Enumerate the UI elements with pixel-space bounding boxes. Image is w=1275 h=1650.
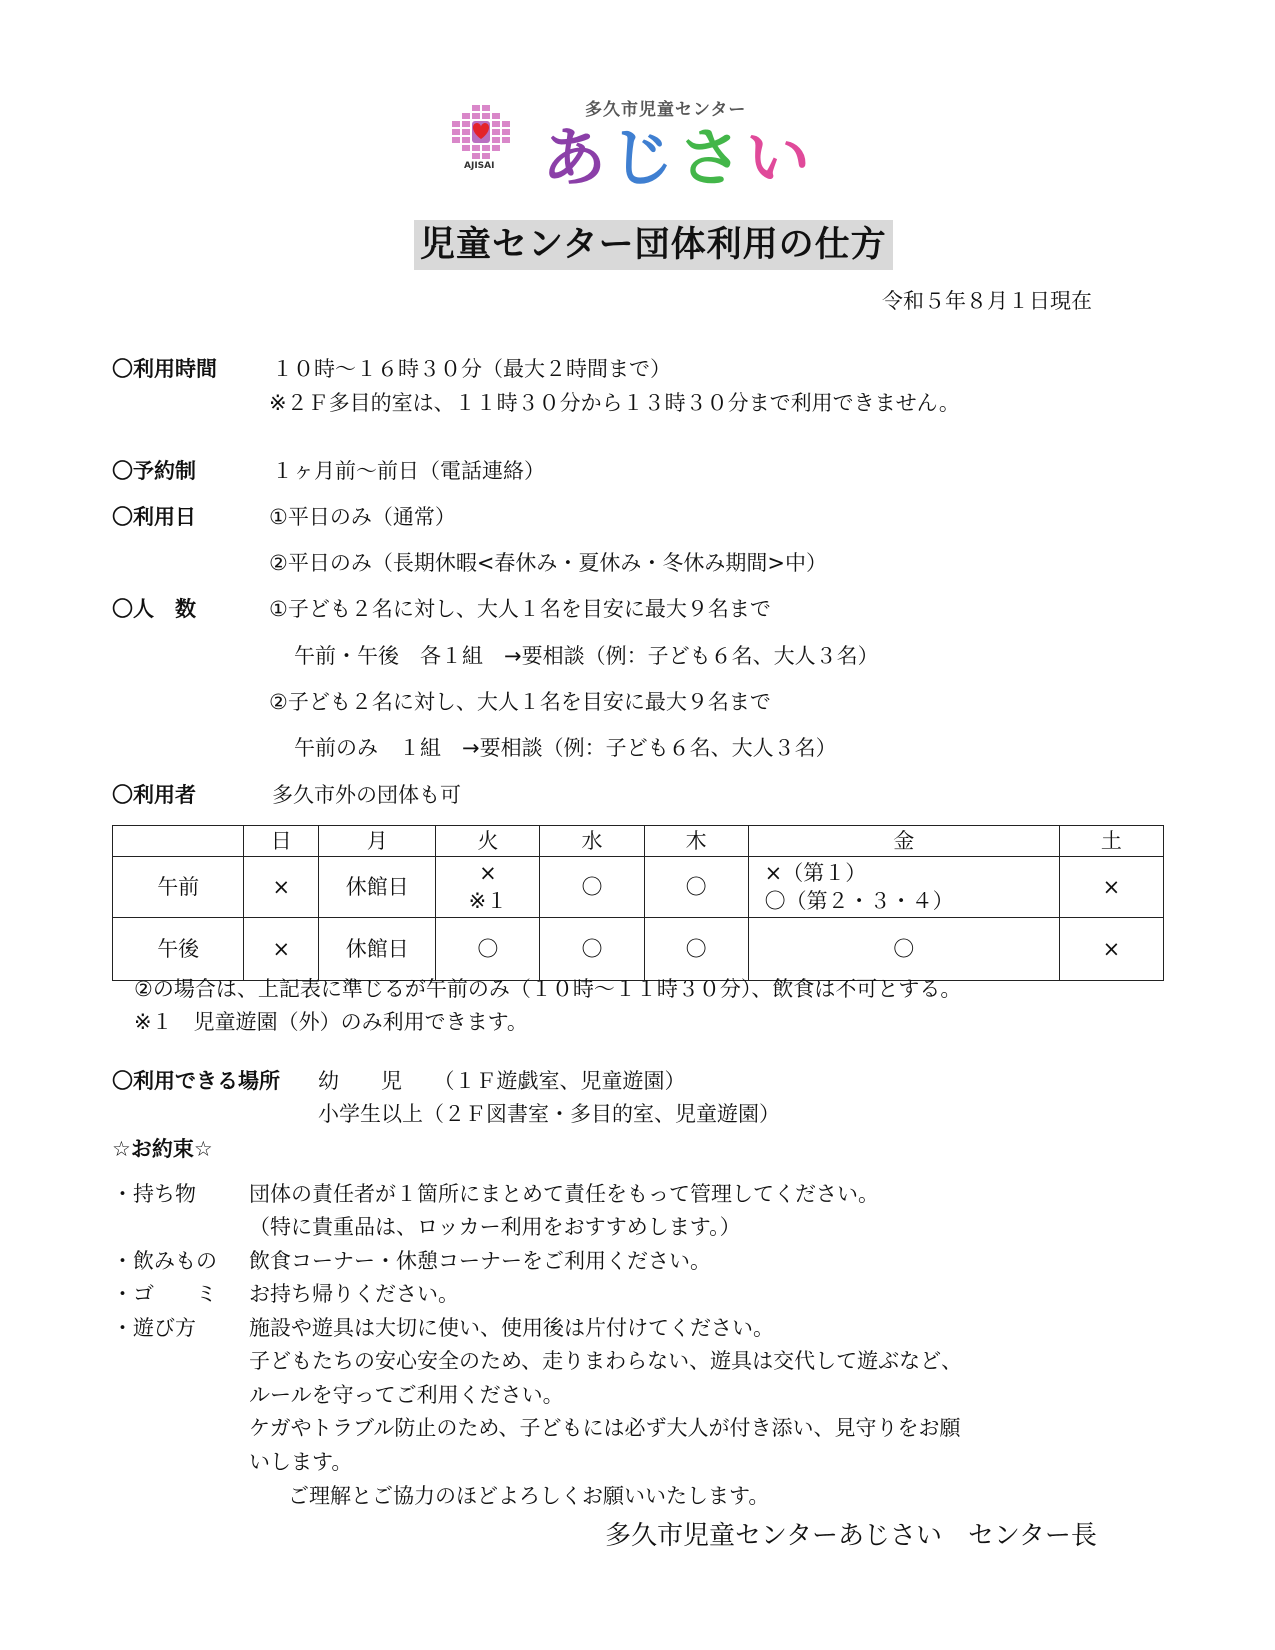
logo	[450, 95, 835, 196]
logo-name	[542, 107, 814, 199]
signature: 多久市児童センターあじさい センター長	[605, 1521, 1097, 1551]
days-line1: ①平日のみ（通常）	[269, 505, 456, 529]
days-label: 〇利用日	[112, 505, 196, 529]
note-line2: ※１ 児童遊園（外）のみ利用できます。	[134, 1010, 528, 1034]
promise-label-belongings: ・持ち物	[112, 1182, 196, 1206]
table-header: 火	[436, 826, 540, 857]
table-header-row	[113, 826, 1164, 857]
table-cell	[436, 857, 540, 918]
table-cell: ×	[1059, 857, 1163, 918]
table-header: 金	[748, 826, 1059, 857]
table-cell: ×	[1059, 918, 1163, 981]
ajisai-flower-icon	[450, 103, 518, 167]
table-cell: 午前	[113, 857, 244, 918]
table-cell-line: ×	[479, 861, 497, 885]
promise-line: （特に貴重品は、ロッカー利用をおすすめします。）	[249, 1215, 741, 1239]
places-label: 〇利用できる場所	[112, 1069, 280, 1093]
table-cell: 〇	[644, 918, 748, 981]
users-label: 〇利用者	[112, 783, 196, 807]
logo-char-sa: さ	[678, 122, 746, 196]
table-cell: 〇	[540, 918, 644, 981]
note-line1: ②の場合は、上記表に準じるが午前のみ（１０時～１１時３０分）、飲食は不可とする。	[134, 977, 962, 1001]
table-header	[113, 826, 244, 857]
table-cell: 休館日	[319, 918, 436, 981]
promise-line: 施設や遊具は大切に使い、使用後は片付けてください。	[249, 1316, 774, 1340]
page-title: 児童センター団体利用の仕方	[414, 220, 893, 270]
people-line4: 午前のみ １組 →要相談（例：子ども６名、大人３名）	[294, 736, 837, 760]
reservation-line1: １ヶ月前～前日（電話連絡）	[272, 459, 545, 483]
table-cell: 〇	[644, 857, 748, 918]
promise-label-trash: ・ゴ ミ	[112, 1282, 217, 1306]
table-cell-line: 〇（第２・３・４）	[764, 889, 954, 913]
users-line1: 多久市外の団体も可	[272, 783, 461, 807]
schedule-table	[112, 825, 1164, 981]
table-cell: 休館日	[319, 857, 436, 918]
table-row	[113, 918, 1164, 981]
promise-line: ケガやトラブル防止のため、子どもには必ず大人が付き添い、見守りをお願	[249, 1416, 961, 1440]
table-header: 木	[644, 826, 748, 857]
reservation-label: 〇予約制	[112, 459, 196, 483]
hours-line1: １０時～１６時３０分（最大２時間まで）	[272, 357, 671, 381]
people-line3: ②子ども２名に対し、大人１名を目安に最大９名まで	[269, 690, 771, 714]
people-line2: 午前・午後 各１組 →要相談（例：子ども６名、大人３名）	[294, 644, 879, 668]
people-label: 〇人 数	[112, 597, 196, 621]
table-cell: 〇	[540, 857, 644, 918]
table-cell: ×	[244, 857, 319, 918]
table-header: 日	[244, 826, 319, 857]
issue-date: 令和５年８月１日現在	[882, 289, 1092, 313]
table-header: 月	[319, 826, 436, 857]
table-header: 水	[540, 826, 644, 857]
table-cell	[748, 857, 1059, 918]
table-row	[113, 857, 1164, 918]
table-cell: 午後	[113, 918, 244, 981]
logo-char-a: あ	[542, 122, 610, 196]
promise-line: 飲食コーナー・休憩コーナーをご利用ください。	[249, 1249, 711, 1273]
table-cell: 〇	[436, 918, 540, 981]
promise-label-drinks: ・飲みもの	[112, 1249, 217, 1273]
hours-line2: ※２Ｆ多目的室は、１１時３０分から１３時３０分まで利用できません。	[269, 391, 960, 415]
promise-line: いします。	[249, 1450, 353, 1474]
hours-label: 〇利用時間	[112, 357, 217, 381]
promise-line: 子どもたちの安心安全のため、走りまわらない、遊具は交代して遊ぶなど、	[249, 1349, 963, 1373]
table-cell: ×	[244, 918, 319, 981]
promise-line: ルールを守ってご利用ください。	[249, 1383, 564, 1407]
table-cell-line: ※１	[468, 889, 508, 913]
places-line2: 小学生以上（２Ｆ図書室・多目的室、児童遊園）	[318, 1102, 780, 1126]
table-header: 土	[1059, 826, 1163, 857]
table-cell-line: ×（第１）	[764, 861, 867, 885]
promise-line: 団体の責任者が１箇所にまとめて責任をもって管理してください。	[249, 1182, 879, 1206]
closing-text: ご理解とご協力のほどよろしくお願いいたします。	[288, 1484, 770, 1508]
promise-line: お持ち帰りください。	[249, 1282, 459, 1306]
days-line2: ②平日のみ（長期休暇<春休み・夏休み・冬休み期間>中）	[269, 551, 828, 575]
table-cell: 〇	[748, 918, 1059, 981]
logo-caption: AJISAI	[464, 161, 495, 171]
places-line1: 幼 児 （１Ｆ遊戯室、児童遊園）	[318, 1069, 686, 1093]
people-line1: ①子ども２名に対し、大人１名を目安に最大９名まで	[269, 597, 771, 621]
logo-subtitle: 多久市児童センター	[585, 100, 747, 120]
promise-label-play: ・遊び方	[112, 1316, 196, 1340]
promise-heading: ☆お約束☆	[112, 1137, 213, 1161]
logo-char-ji: じ	[610, 122, 678, 196]
logo-char-i: い	[746, 122, 814, 196]
